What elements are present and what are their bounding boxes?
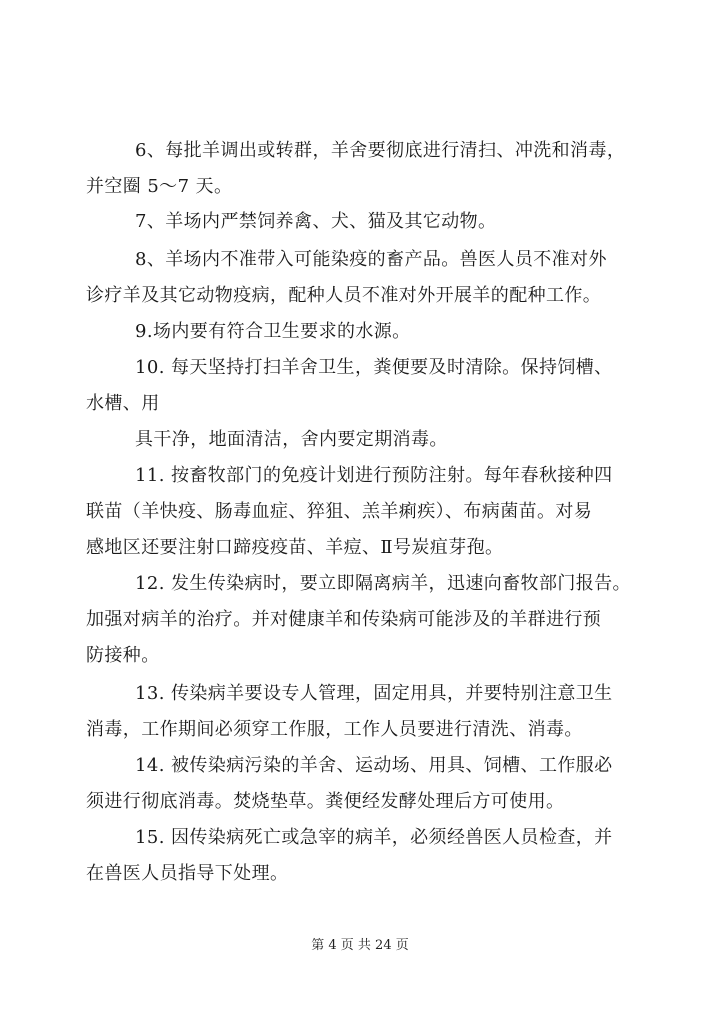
paragraph-line: 6、每批羊调出或转群，羊舍要彻底进行清扫、冲洗和消毒， (135, 140, 626, 161)
paragraph-line: 防接种。 (86, 645, 160, 666)
paragraph-line: 感地区还要注射口蹄疫疫苗、羊痘、Ⅱ号炭疽芽孢。 (86, 537, 504, 558)
paragraph-line: 8、羊场内不准带入可能染疫的畜产品。兽医人员不准对外 (135, 249, 607, 270)
paragraph-line: 11. 按畜牧部门的免疫计划进行预防注射。每年春秋接种四 (135, 465, 613, 486)
paragraph-line: 13. 传染病羊要设专人管理，固定用具，并要特别注意卫生 (135, 683, 613, 704)
paragraph-line: 并空圈 5～7 天。 (86, 176, 233, 197)
paragraph-line: 在兽医人员指导下处理。 (86, 863, 289, 884)
paragraph-line: 消毒，工作期间必须穿工作服，工作人员要进行清洗、消毒。 (86, 719, 583, 740)
paragraph-line: 10. 每天坚持打扫羊舍卫生，粪便要及时清除。保持饲槽、 (135, 357, 613, 378)
paragraph-line: 加强对病羊的治疗。并对健康羊和传染病可能涉及的羊群进行预 (86, 609, 602, 630)
paragraph-line: 水槽、用 (86, 393, 160, 414)
paragraph-line: 12. 发生传染病时，要立即隔离病羊，迅速向畜牧部门报告。 (135, 573, 631, 594)
paragraph-line: 14. 被传染病污染的羊舍、运动场、用具、饲槽、工作服必 (135, 755, 613, 776)
paragraph-line: 7、羊场内严禁饲养禽、犬、猫及其它动物。 (135, 211, 497, 232)
paragraph-line: 须进行彻底消毒。焚烧垫草。粪便经发酵处理后方可使用。 (86, 791, 565, 812)
paragraph-line: 15. 因传染病死亡或急宰的病羊，必须经兽医人员检查，并 (135, 827, 613, 848)
paragraph-line: 具干净，地面清洁，舍内要定期消毒。 (135, 429, 448, 450)
page-number-footer: 第 4 页 共 24 页 (311, 938, 409, 953)
paragraph-line: 联苗（羊快疫、肠毒血症、猝狙、羔羊痢疾）、布病菌苗。对易 (86, 501, 593, 522)
paragraph-line: 9.场内要有符合卫生要求的水源。 (135, 321, 411, 342)
paragraph-line: 诊疗羊及其它动物疫病，配种人员不准对外开展羊的配种工作。 (86, 285, 602, 306)
